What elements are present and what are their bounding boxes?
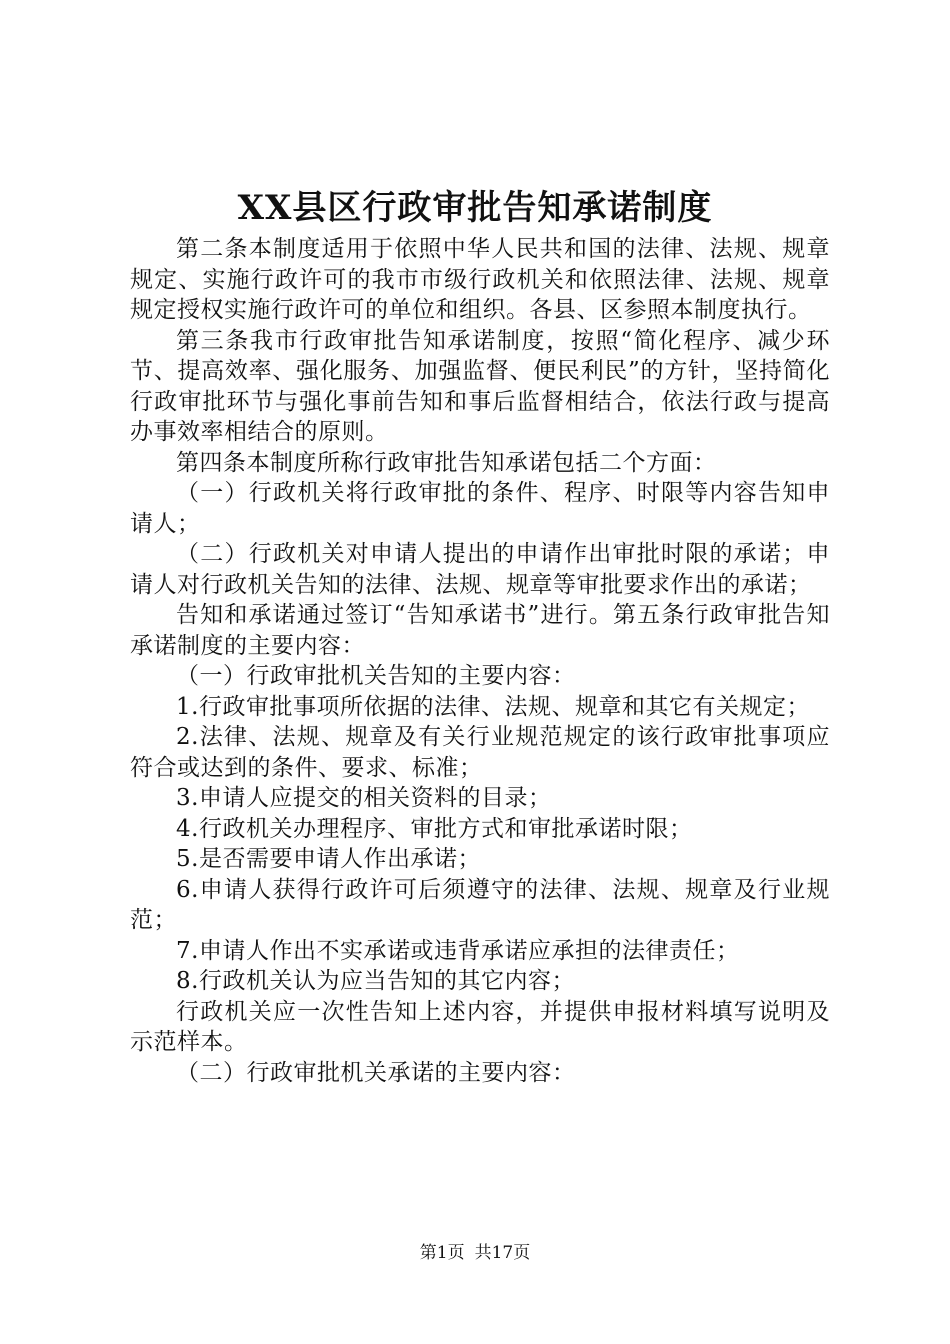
paragraph-section-1: （一）行政审批机关告知的主要内容： [176, 663, 576, 689]
list-item: 7.申请人作出不实承诺或违背承诺应承担的法律责任； [176, 937, 740, 964]
paragraph-article-4: 第四条本制度所称行政审批告知承诺包括二个方面： [176, 449, 717, 476]
page-number: 第1页 [419, 1243, 465, 1263]
paragraph-article-5: 告知和承诺通过签订“告知承诺书”进行。第五条行政审批告知承诺制度的主要内容： [130, 602, 830, 659]
paragraph-article-2: 第二条本制度适用于依照中华人民共和国的法律、法规、规章规定、实施行政许可的我市市级行政机关和依照法律、法规、规章规定授权实施行政许可的单位和组织。各县、区参照本制度执行。 [130, 236, 830, 323]
document-title: XX县区行政审批告知承诺制度 [237, 188, 713, 228]
paragraph-item-1: （一）行政机关将行政审批的条件、程序、时限等内容告知申请人； [130, 480, 830, 537]
page-footer [0, 1242, 950, 1264]
document-body [130, 234, 830, 1088]
paragraph-section-2: （二）行政审批机关承诺的主要内容： [176, 1059, 576, 1086]
list-item: 2.法律、法规、规章及有关行业规范规定的该行政审批事项应符合或达到的条件、要求、标准； [130, 724, 830, 781]
paragraph-article-3: 第三条我市行政审批告知承诺制度，按照“简化程序、减少环节、提高效率、强化服务、加强监督、便民利民”的方针，坚持简化行政审批环节与强化事前告知和事后监督相结合，依法行政与提高办事效率相结合的原则。 [130, 327, 830, 445]
list-item: 3.申请人应提交的相关资料的目录； [176, 785, 552, 811]
list-item: 4.行政机关办理程序、审批方式和审批承诺时限； [176, 815, 693, 842]
list-item: 8.行政机关认为应当告知的其它内容； [176, 968, 575, 994]
paragraph-notice: 行政机关应一次性告知上述内容，并提供申报材料填写说明及示范样本。 [130, 998, 830, 1055]
list-item: 6.申请人获得行政许可后须遵守的法律、法规、规章及行业规范； [130, 876, 830, 933]
list-item: 5.是否需要申请人作出承诺； [176, 846, 481, 872]
page-total: 共17页 [474, 1243, 531, 1263]
list-item: 1.行政审批事项所依据的法律、法规、规章和其它有关规定； [176, 693, 810, 720]
paragraph-item-2: （二）行政机关对申请人提出的申请作出审批时限的承诺；申请人对行政机关告知的法律、法规、规章等审批要求作出的承诺； [130, 541, 830, 598]
